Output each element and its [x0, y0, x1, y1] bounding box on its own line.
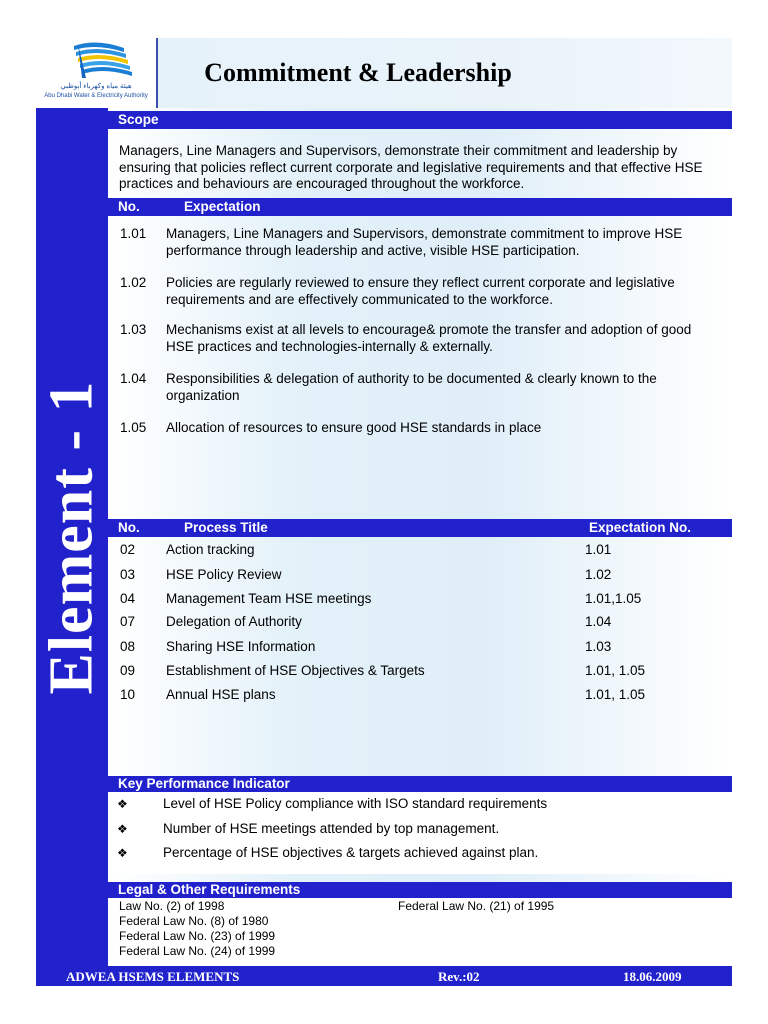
legal-item: Federal Law No. (21) of 1995 — [398, 899, 555, 913]
expectation-col-title: Expectation — [184, 199, 261, 214]
process-no: 04 — [120, 591, 136, 606]
process-no: 08 — [120, 639, 136, 654]
process-title: Action tracking — [166, 542, 255, 557]
footer-revision: Rev.:02 — [438, 969, 480, 984]
expectation-no: 1.04 — [120, 371, 147, 386]
process-no: 09 — [120, 663, 136, 678]
expectation-no: 1.01 — [120, 226, 147, 241]
scope-header-bar — [108, 111, 732, 129]
process-expectation: 1.04 — [585, 614, 612, 629]
legal-left-list — [119, 899, 275, 959]
process-expectation: 1.01,1.05 — [585, 591, 642, 606]
process-no: 07 — [120, 614, 136, 629]
process-expectation: 1.03 — [585, 639, 612, 654]
kpi-heading: Key Performance Indicator — [118, 776, 290, 791]
process-expectation: 1.01, 1.05 — [585, 663, 646, 678]
scope-text: Managers, Line Managers and Supervisors, demonstrate their commitment and leadership by ensuring that policies reflect current corporate and legislative requirements and that effective HSE practices and behaviours are encouraged throughout the workforce. — [119, 143, 703, 191]
legal-item: Federal Law No. (8) of 1980 — [119, 914, 269, 928]
scope-heading: Scope — [118, 112, 159, 127]
logo-arabic-text: هيئة مياه وكهرباء أبوظبي — [60, 83, 132, 90]
expectation-no: 1.03 — [120, 322, 147, 337]
process-header-bar — [108, 519, 732, 537]
kpi-item: Number of HSE meetings attended by top management. — [163, 821, 500, 836]
process-col-expectation: Expectation No. — [589, 520, 692, 535]
legal-item: Law No. (2) of 1998 — [119, 899, 225, 913]
expectation-text: Responsibilities & delegation of authority to be documented & clearly known to the organization — [166, 371, 657, 403]
expectation-text: Policies are regularly reviewed to ensure they reflect current corporate and legislative requirements and are effectively communicated to the workforce. — [166, 275, 675, 307]
adwea-logo — [36, 38, 156, 106]
kpi-header-bar — [108, 776, 732, 792]
footer-date: 18.06.2009 — [623, 969, 682, 984]
footer-title: ADWEA HSEMS ELEMENTS — [66, 969, 240, 984]
process-title: HSE Policy Review — [166, 567, 282, 582]
process-title: Delegation of Authority — [166, 614, 302, 629]
legal-header-bar — [108, 882, 732, 898]
element-label: Element - 1 — [37, 379, 106, 695]
kpi-item: Level of HSE Policy compliance with ISO standard requirements — [163, 796, 548, 811]
expectation-col-no: No. — [118, 199, 140, 214]
expectation-text: Mechanisms exist at all levels to encourage& promote the transfer and adoption of good HSE practices and technologies-internally & externally. — [166, 322, 692, 354]
process-title: Annual HSE plans — [166, 687, 276, 702]
kpi-bullet-icon: ❖ — [117, 846, 128, 860]
expectation-header-bar — [108, 198, 732, 216]
legal-item: Federal Law No. (24) of 1999 — [119, 944, 276, 958]
expectation-no: 1.05 — [120, 420, 147, 435]
legal-item: Federal Law No. (23) of 1999 — [119, 929, 276, 943]
page-title: Commitment & Leadership — [204, 58, 512, 87]
expectation-text: Managers, Line Managers and Supervisors, demonstrate commitment to improve HSE performance through leadership and active, visible HSE participation. — [166, 226, 683, 258]
footer-bar — [36, 966, 732, 986]
legal-right-list — [398, 899, 554, 914]
process-no: 03 — [120, 567, 136, 582]
legal-heading: Legal & Other Requirements — [118, 882, 301, 897]
kpi-item: Percentage of HSE objectives & targets achieved against plan. — [163, 845, 539, 860]
process-col-title: Process Title — [184, 520, 268, 535]
kpi-bullet-icon: ❖ — [117, 797, 128, 811]
process-col-no: No. — [118, 520, 140, 535]
element-sidebar-label-wrap — [36, 108, 108, 966]
expectation-no: 1.02 — [120, 275, 147, 290]
process-expectation: 1.01 — [585, 542, 612, 557]
process-expectation: 1.02 — [585, 567, 612, 582]
process-title: Management Team HSE meetings — [166, 591, 372, 606]
process-title: Establishment of HSE Objectives & Targets — [166, 663, 425, 678]
logo-english-text: Abu Dhabi Water & Electricity Authority — [44, 93, 148, 99]
expectation-text: Allocation of resources to ensure good HSE standards in place — [166, 420, 542, 435]
process-no: 10 — [120, 687, 136, 702]
process-no: 02 — [120, 542, 136, 557]
kpi-bullet-icon: ❖ — [117, 822, 128, 836]
process-expectation: 1.01, 1.05 — [585, 687, 646, 702]
process-title: Sharing HSE Information — [166, 639, 316, 654]
